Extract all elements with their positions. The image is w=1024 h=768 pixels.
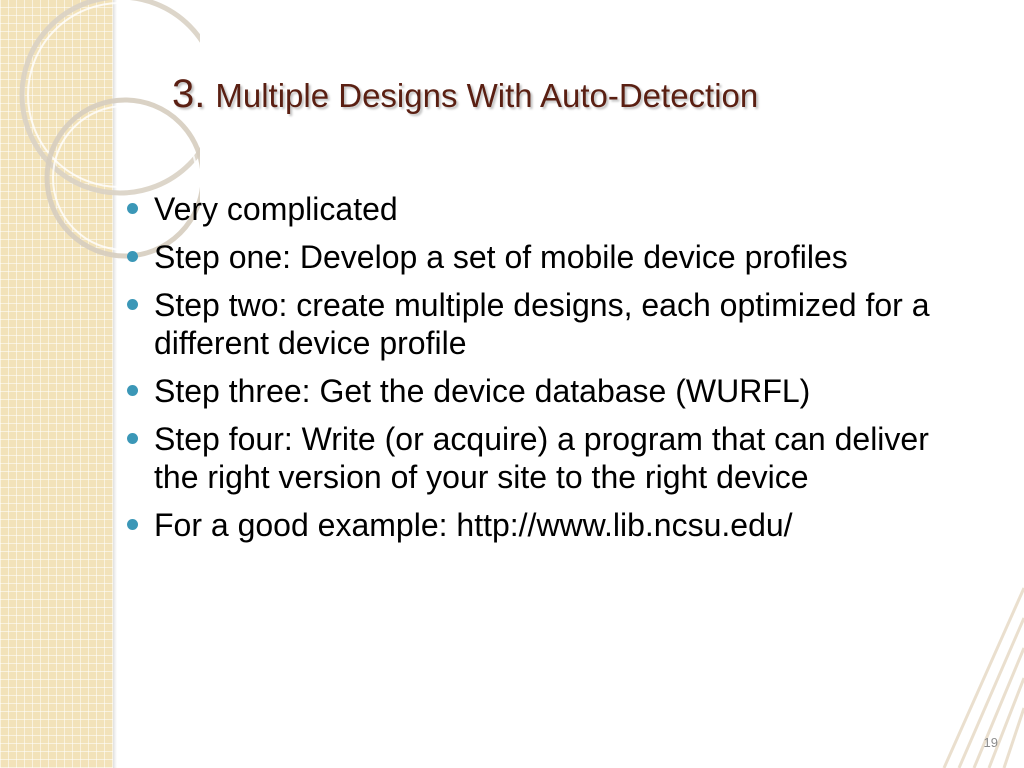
bullet-dot-icon	[127, 203, 138, 214]
bullet-item	[125, 506, 965, 544]
bullet-text: Step one: Develop a set of mobile device profiles	[154, 239, 848, 275]
bullet-item	[125, 420, 965, 496]
corner-stripes-icon	[914, 568, 1024, 768]
bullet-text: Step four: Write (or acquire) a program that can deliver the right version of your site to the right device	[154, 421, 929, 495]
bullet-dot-icon	[127, 251, 138, 262]
bullet-item	[125, 190, 965, 228]
bullet-text: Step two: create multiple designs, each optimized for a different device profile	[154, 287, 930, 361]
bullet-item	[125, 286, 965, 362]
bullet-list	[125, 190, 965, 554]
bullet-item	[125, 372, 965, 410]
bullet-text: For a good example: http://www.lib.ncsu.edu/	[154, 507, 793, 543]
bullet-text: Step three: Get the device database (WURFL)	[154, 373, 811, 409]
bullet-dot-icon	[127, 519, 138, 530]
bullet-item	[125, 238, 965, 276]
title-number: 3.	[172, 72, 206, 116]
page-number: 19	[983, 735, 998, 750]
bullet-dot-icon	[127, 433, 138, 444]
slide-title	[172, 72, 972, 132]
bullet-text: Very complicated	[154, 191, 398, 227]
bullet-dot-icon	[127, 299, 138, 310]
bullet-dot-icon	[127, 385, 138, 396]
title-text: Multiple Designs With Auto-Detection	[215, 77, 759, 114]
